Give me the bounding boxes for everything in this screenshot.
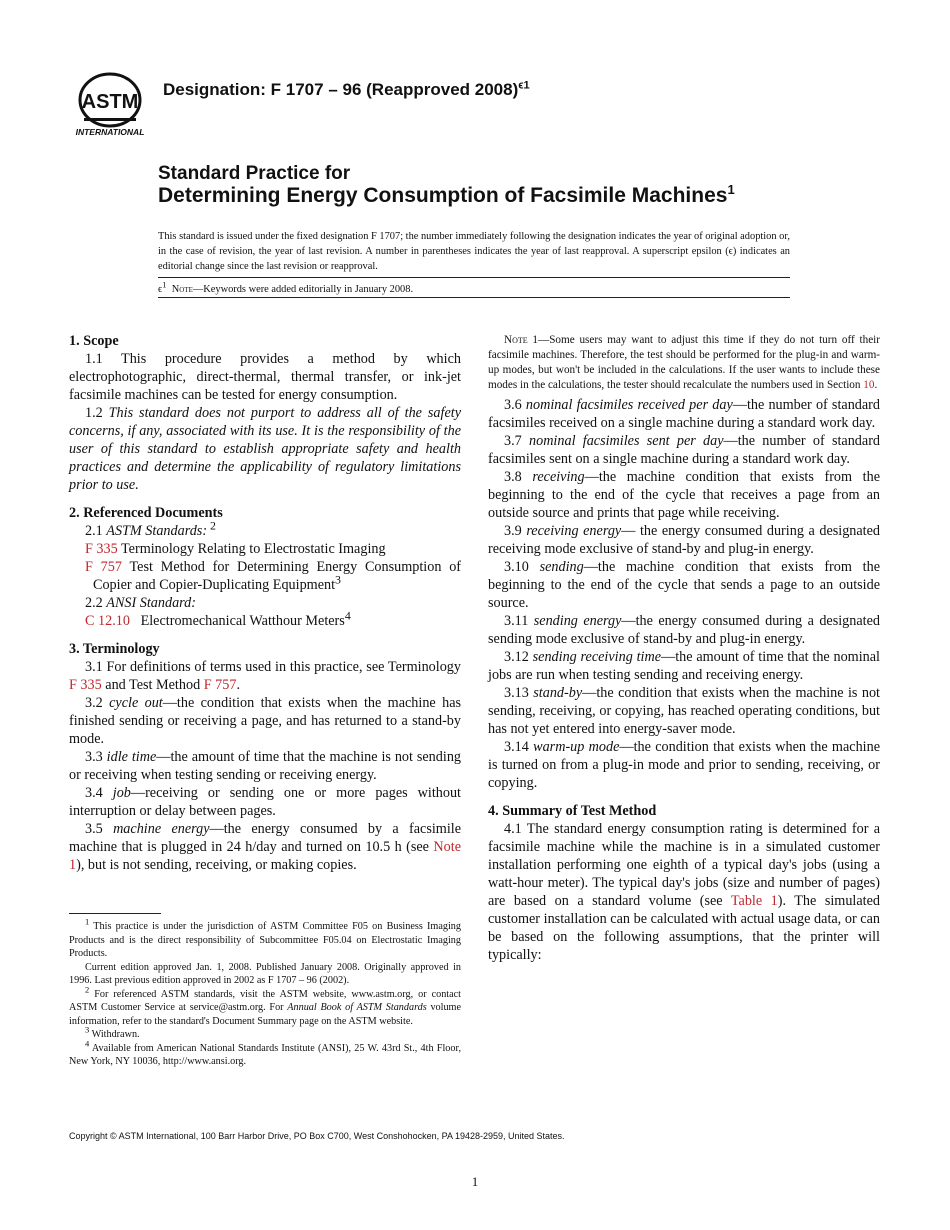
para-2-2	[69, 594, 461, 612]
para-num: 3.6	[504, 397, 526, 413]
definition: —the energy consumed during a designated sending mode exclusive of stand-by and plug-in energy.	[488, 613, 880, 647]
ref-c1210	[69, 608, 461, 630]
term: idle time	[106, 749, 157, 765]
footnote-divider	[69, 913, 161, 914]
definition: —the machine condition that exists from the beginning to the end of the cycle that receives a page from an outside source and prints that page while receiving.	[488, 469, 881, 521]
para-num: 3.12	[504, 649, 533, 665]
footnote-text: volume information, refer to the standard's Document Summary page on the ASTM website.	[69, 1002, 462, 1027]
term: machine energy	[113, 821, 210, 837]
ref-title: Electromechanical Watthour Meters	[137, 613, 345, 629]
term: job	[112, 785, 131, 801]
subheading: ANSI Standard:	[106, 595, 196, 611]
para-italic: This standard does not purport to address all of the safety concerns, if any, associated with its use. It is the responsibility of the user of this standard to establish appropriate safety and health practices and determine the applicability of regulatory limitations prior to use.	[69, 405, 461, 493]
para-num: 3.11	[504, 613, 534, 629]
epsilon-note-text: —Keywords were added editorially in January 2008.	[192, 284, 414, 295]
left-column	[69, 332, 461, 874]
divider-top	[158, 277, 790, 278]
para-num: 2.1	[85, 523, 107, 539]
para-3-13	[488, 684, 880, 738]
footnote-1b: Current edition approved Jan. 1, 2008. Published January 2008. Originally approved in 1996. Last previous edition approved in 2002 as F 1707 – 96 (2002).	[69, 961, 461, 986]
term: receiving energy	[526, 523, 622, 539]
definition: —the condition that exists when the machine has finished sending or receiving a page, and has returned to a stand-by mode.	[69, 695, 462, 747]
footnote-text: For referenced ASTM standards, visit the ASTM website, www.astm.org, or contact ASTM Customer Service at service@astm.org. For	[69, 988, 461, 1013]
text: ). The simulated customer installation can be calculated with actual usage data, or can be based on the following assumptions, that the printer will typically:	[488, 893, 880, 963]
link-f757[interactable]: F 757	[203, 677, 237, 693]
definition: ), but is not sending, receiving, or making copies.	[76, 857, 357, 873]
link-f757[interactable]: F 757	[85, 559, 122, 575]
note-label: Note	[504, 334, 528, 346]
footnote-ref: 3	[335, 572, 341, 587]
para-num: 3.7	[504, 433, 529, 449]
footnotes	[69, 916, 462, 1069]
term: nominal facsimiles received per day	[525, 397, 733, 413]
para-3-2	[69, 694, 461, 748]
para-1-2	[69, 404, 461, 494]
footnote-text: Available from American National Standards Institute (ANSI), 25 W. 43rd St., 4th Floor, New York, NY 10036, http://www.ansi.org.	[69, 1042, 461, 1067]
term: nominal facsimiles sent per day	[529, 433, 724, 449]
footnote-2	[69, 984, 462, 1029]
epsilon-note	[158, 279, 414, 295]
footnote-3	[69, 1024, 461, 1042]
para-3-5	[69, 820, 461, 874]
designation-sup: ϵ1	[518, 79, 530, 92]
ref-title: Terminology Relating to Electrostatic Imaging	[117, 541, 386, 557]
para-3-8	[488, 468, 880, 522]
term: sending receiving time	[532, 649, 662, 665]
definition: —the amount of time that the machine is not sending or receiving when testing sending or receiving energy.	[69, 749, 462, 783]
definition: —the machine condition that exists from the beginning to the end of the cycle that sends a page to an outside source.	[488, 559, 880, 611]
para-4-1	[488, 820, 880, 964]
subheading: ASTM Standards:	[106, 523, 208, 539]
para-3-11	[488, 612, 880, 648]
definition: —the energy consumed by a facsimile machine that is plugged in 24 h/day and turned on 10.5 h (see	[69, 821, 462, 855]
note-label: Note	[171, 284, 193, 295]
para-num: 3.9	[504, 523, 527, 539]
para-3-6	[488, 396, 880, 432]
term: receiving	[532, 469, 585, 485]
definition: —the number of standard facsimiles received on a single machine during a standard work day.	[488, 397, 880, 431]
section-2-heading: 2. Referenced Documents	[69, 505, 223, 521]
page-number: 1	[471, 1174, 479, 1189]
para-3-1	[69, 658, 461, 694]
title-line-1: Standard Practice for	[158, 163, 351, 184]
link-f335[interactable]: F 335	[69, 677, 102, 693]
link-note-1[interactable]: Note 1	[69, 839, 461, 873]
definition: —the condition that exists when the machine is turned on from a plug-in mode and prior to sending, receiving, or copying.	[488, 739, 880, 791]
right-column	[488, 333, 880, 964]
definition: — the energy consumed during a designated receiving mode exclusive of stand-by and plug-in energy.	[488, 523, 881, 557]
note-text: 1—Some users may want to adjust this time if they do not turn off their facsimile machines. Therefore, the test should be performed for the plug-in and warm-up modes, but won't be included in the calculations. If the user wants to include these modes in the calculations, the tester should recalculate the numbers used in Section	[488, 334, 880, 391]
term: warm-up mode	[533, 739, 620, 755]
para-2-1	[69, 518, 461, 540]
definition: —the condition that exists when the machine is not sending, receiving, or copying, has reached operating conditions, but has not yet entered into energy-saver mode.	[488, 685, 880, 737]
para-3-12	[488, 648, 880, 684]
note-1	[488, 333, 880, 393]
text: .	[236, 677, 240, 693]
text: and Test Method	[101, 677, 204, 693]
link-f335[interactable]: F 335	[85, 541, 118, 557]
term: sending energy	[533, 613, 622, 629]
title-footnote-ref: 1	[727, 182, 735, 197]
ref-title: Test Method for Determining Energy Consumption of Copier and Copier-Duplicating Equipment	[93, 559, 462, 593]
para-num: 3.3	[85, 749, 107, 765]
para-3-14	[488, 738, 880, 792]
para-3-4	[69, 784, 461, 820]
copyright: Copyright © ASTM International, 100 Barr Harbor Drive, PO Box C700, West Conshohocken, PA 19428-2959, United States.	[69, 1131, 565, 1141]
para-num: 3.13	[504, 685, 534, 701]
para-num: 3.10	[504, 559, 540, 575]
astm-logo	[70, 72, 150, 140]
footnote-num: 2	[85, 984, 90, 995]
ref-f335	[69, 540, 461, 558]
link-table-1[interactable]: Table 1	[730, 893, 778, 909]
footnote-num: 4	[85, 1038, 90, 1049]
footnote-4	[69, 1038, 461, 1069]
footnote-1	[69, 916, 461, 961]
para-3-3	[69, 748, 461, 784]
epsilon-sup: 1	[162, 279, 167, 290]
footnote-italic: Annual Book of ASTM Standards	[287, 1002, 427, 1013]
note-text: .	[874, 379, 878, 391]
footnote-num: 3	[85, 1024, 90, 1035]
designation	[163, 80, 530, 100]
astm-logo-graphic	[70, 72, 150, 140]
definition: —the amount of time that the nominal jobs are run when testing sending and receiving energy.	[488, 649, 880, 683]
footnote-ref: 4	[344, 608, 351, 623]
para-3-10	[488, 558, 880, 612]
footnote-num: 1	[85, 916, 90, 927]
section-1-heading: 1. Scope	[69, 333, 119, 349]
para-num: 3.8	[504, 469, 533, 485]
ref-f757	[69, 558, 461, 594]
term: sending	[539, 559, 584, 575]
para-num: 3.14	[504, 739, 534, 755]
para-num: 1.2	[85, 405, 109, 421]
link-c1210[interactable]: C 12.10	[85, 613, 130, 629]
footnote-text: This practice is under the jurisdiction of ASTM Committee F05 on Business Imaging Products and is the direct responsibility of Subcommittee F05.04 on Electrostatic Imaging Products.	[69, 921, 461, 959]
definition: —receiving or sending one or more pages without interruption or delay between pages.	[69, 785, 462, 819]
definition: —the number of standard facsimiles sent on a single machine during a standard work day.	[488, 433, 881, 467]
footnote-text: Withdrawn.	[89, 1029, 140, 1040]
text: 4.1 The standard energy consumption rating is determined for a facsimile machine while the machine is in a simulated customer installation performing one eighth of a typical day's jobs (using a watt-hour meter). The typical day's jobs (size and number of pages) are based on a standard volume (see	[488, 821, 880, 909]
para-num: 3.4	[85, 785, 113, 801]
para-num: 2.2	[85, 595, 107, 611]
term: stand-by	[533, 685, 583, 701]
para-3-7	[488, 432, 880, 468]
epsilon-mark: ϵ	[158, 284, 163, 295]
logo-international: INTERNATIONAL	[75, 127, 145, 137]
title-line-2	[158, 184, 735, 208]
footnote-ref: 2	[207, 518, 216, 533]
text: 3.1 For definitions of terms used in this practice, see Terminology	[85, 659, 461, 675]
designation-text: Designation: F 1707 – 96 (Reapproved 2008)	[163, 80, 519, 99]
issued-notice: This standard is issued under the fixed designation F 1707; the number immediately following the designation indicates the year of original adoption or, in the case of revision, the year of last revision. A number in parentheses indicates the year of last reapproval. A superscript epsilon (ϵ) indicates an editorial change since the last revision or reapproval.	[158, 231, 790, 272]
para-1-1: 1.1 This procedure provides a method by which electrophotographic, direct-thermal, thermal transfer, or ink-jet facsimile machines can be tested for energy consumption.	[69, 351, 461, 403]
title-text: Determining Energy Consumption of Facsimile Machines	[158, 184, 728, 207]
link-section-10[interactable]: 10	[863, 379, 875, 391]
logo-letters: ASTM	[81, 91, 139, 113]
para-3-9	[488, 522, 880, 558]
section-4-heading: 4. Summary of Test Method	[488, 803, 657, 819]
para-num: 3.5	[85, 821, 114, 837]
section-3-heading: 3. Terminology	[69, 641, 160, 657]
divider-bottom	[158, 297, 790, 298]
para-num: 3.2	[85, 695, 110, 711]
term: cycle out	[109, 695, 163, 711]
